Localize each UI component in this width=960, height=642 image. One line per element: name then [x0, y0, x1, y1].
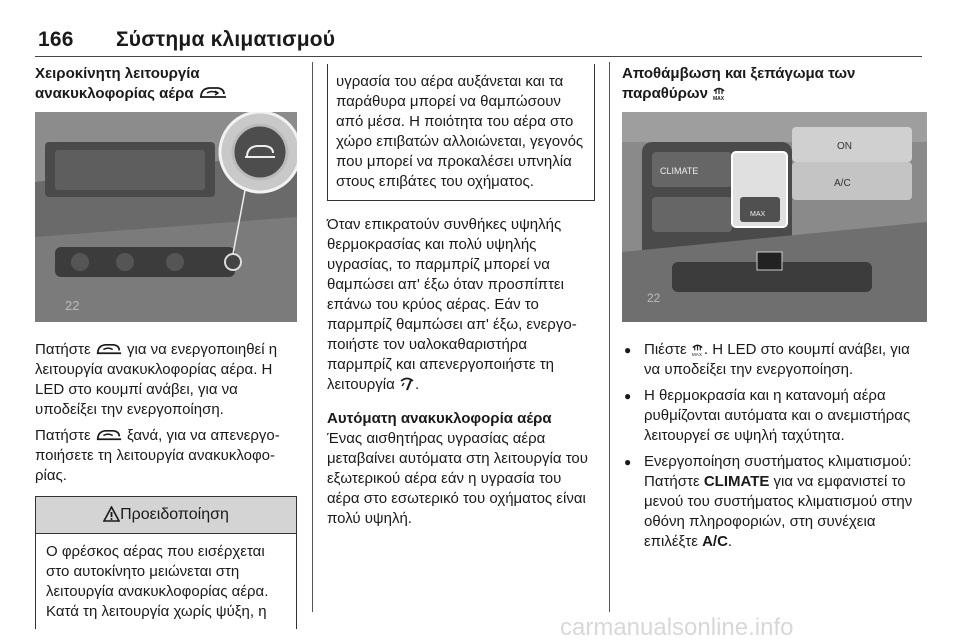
page-header — [38, 28, 335, 52]
watermark: carmanualsonline.info — [560, 614, 794, 641]
column-2 — [327, 64, 595, 529]
ac-option-label: A/C — [702, 533, 728, 550]
defrost-max-icon — [712, 85, 726, 101]
column-1 — [35, 64, 297, 629]
svg-text:MAX: MAX — [713, 96, 725, 101]
recirculation-icon — [198, 85, 228, 101]
recirculation-icon — [95, 428, 123, 443]
list-item: ● Πιέστε MAX . Η LED στο κουμπί ανάβει, για να υποδείξει την ενεργοποίηση. — [622, 340, 927, 380]
on-label: ON — [837, 141, 852, 152]
header-rule — [35, 56, 922, 57]
paragraph: Όταν επικρατούν συνθήκες υψηλής θερμοκρασίας και πολύ υψηλής υγρασίας, το παρμπρίζ μπορεί να θαμπώσει απ' έξω όταν προσπίπτει επάνω του κρύος αέρας. Εάν το παρμπρίζ θαμπώσει απ' έξω, ενεργοποιήστε τον υαλοκαθαριστήρα παρμπρίζ και απενεργοποιήστε τη λειτουργία . — [327, 216, 577, 393]
page-title: Σύστημα κλιματισμού — [116, 28, 336, 51]
climate-label: CLIMATE — [660, 166, 699, 176]
list-item: ● Ενεργοποίηση συστήματος κλιματισμού: Πατήστε CLIMATE για να εμφανιστεί το μενού του συστήματος κλιματισμού στην οθόνη πληροφοριών, στη συνέχεια επιλέξτε A/C. — [622, 452, 927, 552]
paragraph: Ένας αισθητήρας υγρασίας αέρα μεταβαίνει αυτόματα στη λειτουργία του εξωτερικού αέρα εάν η υγρασία του αέρα στο εσωτερικό του οχήματος είναι πολύ υψηλή. — [327, 430, 588, 527]
warning-box-continued: υγρασία του αέρα αυξάνεται και τα παράθυρα μπορεί να θαμπώσουν από μέσα. Η ποιότητα του αέρα στο χώρο επιβατών αλλοιώνεται, γεγονός που μπορεί να προκαλέσει υπνηλία στους επιβάτες του οχήματος. — [327, 64, 595, 201]
svg-text:MAX: MAX — [691, 352, 702, 357]
defrost-button-photo — [622, 112, 927, 322]
climate-button-label: CLIMATE — [703, 473, 770, 490]
page-number: 166 — [38, 28, 74, 51]
instruction-list — [622, 340, 927, 552]
section-heading-auto-recirculation: Αυτόματη ανακυκλοφορία αέρα — [327, 410, 552, 427]
recirculation-button-photo — [35, 112, 297, 322]
wiper-icon — [399, 376, 415, 392]
max-label: MAX — [750, 211, 766, 218]
defrost-max-icon — [691, 342, 704, 357]
section-heading-manual-recirculation: Χειροκίνητη λειτουργία ανακυκλοφορίας αέρα — [35, 64, 297, 104]
column-divider — [312, 62, 313, 612]
svg-text:22: 22 — [647, 291, 661, 305]
column-3 — [622, 64, 927, 558]
section-heading-defrost: Αποθάμβωση και ξεπάγωμα των παραθύρων MAX — [622, 65, 856, 102]
recirculation-icon — [95, 342, 123, 357]
ac-label: A/C — [834, 178, 851, 189]
paragraph: Πατήστε για να ενεργοποιηθεί η λειτουργία ανακυκλοφορίας αέρα. Η LED στο κουμπί ανάβει, για να υποδείξει την ενεργοποίηση. — [35, 341, 278, 418]
list-item: ● Η θερμοκρασία και η κατανομή αέρα ρυθμίζονται αυτόματα και ο ανεμιστήρας λειτουργεί σε υψηλή ταχύτητα. — [622, 386, 927, 446]
paragraph: Πατήστε ξανά, για να απενεργοποιήσετε τη λειτουργία ανακυκλοφορίας. — [35, 427, 280, 484]
warning-header: Προειδοποίηση — [36, 497, 296, 534]
warning-triangle-icon — [103, 506, 120, 522]
svg-text:22: 22 — [65, 298, 80, 313]
warning-text: Ο φρέσκος αέρας που εισέρχεται στο αυτοκίνητο μειώνεται στη λειτουργία ανακυκλοφορίας αέρα. Κατά τη λειτουργία χωρίς ψύξη, η — [46, 543, 269, 620]
warning-box — [35, 496, 297, 629]
column-divider — [609, 62, 610, 612]
